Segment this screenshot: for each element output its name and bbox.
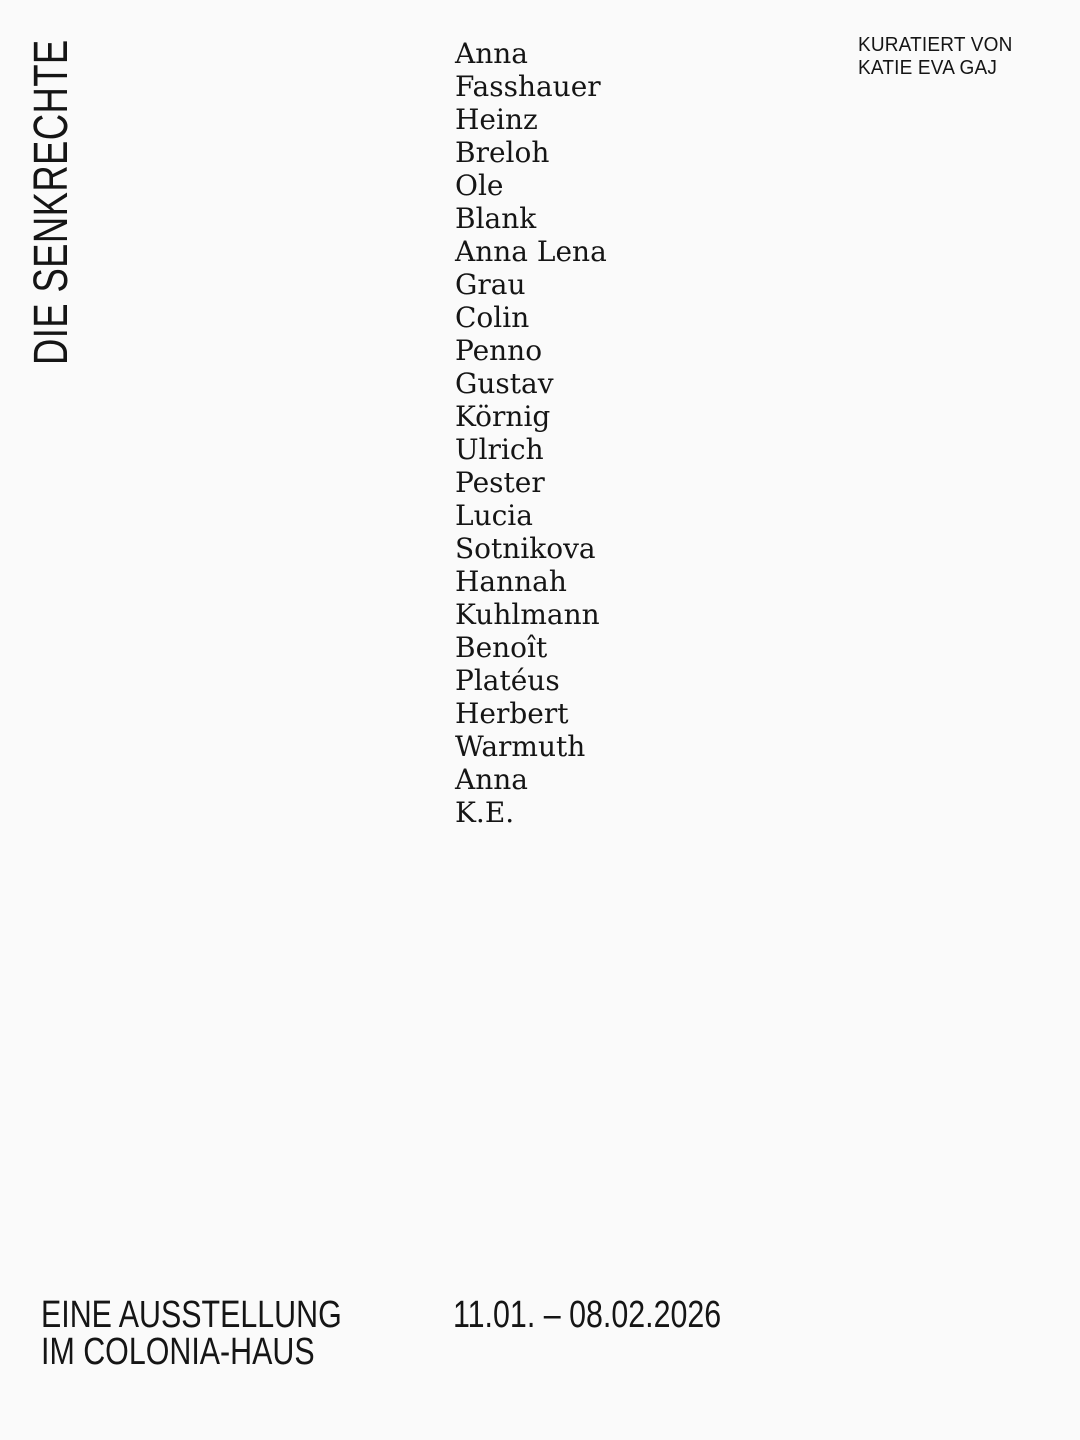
artist-name-line: Grau [455,268,526,301]
artist-name-line: Platéus [455,664,560,697]
artist-name-line: Colin [455,301,530,334]
exhibition-dates: 11.01. – 08.02.2026 [453,1294,722,1336]
venue-line-2: IM COLONIA-HAUS [41,1331,315,1373]
artist-name-line: Ole [455,169,504,202]
exhibition-title-vertical: DIE SENKRECHTE [25,39,78,365]
artist-name-line: Anna Lena [455,235,607,268]
artist-name-line: Kuhlmann [455,598,600,631]
curator-credit [858,34,1013,80]
artist-name-line: Anna [455,763,528,796]
venue-line-1: EINE AUSSTELLUNG [41,1294,342,1336]
curator-credit-label: KURATIERT VON [858,34,1013,56]
artist-name-line: Benoît [455,631,548,664]
artist-name-line: Sotnikova [455,532,596,565]
artist-name-line: Gustav [455,367,554,400]
artist-name-line: Körnig [455,400,551,433]
artist-list [455,37,607,829]
artist-name-line: Anna [455,37,528,70]
artist-name-line: Lucia [455,499,533,532]
curator-name: KATIE EVA GAJ [858,57,998,79]
artist-name-line: Pester [455,466,545,499]
artist-name-line: Ulrich [455,433,544,466]
artist-name-line: K.E. [455,796,515,829]
artist-name-line: Herbert [455,697,569,730]
artist-name-line: Hannah [455,565,567,598]
artist-name-line: Fasshauer [455,70,601,103]
artist-name-line: Heinz [455,103,538,136]
artist-name-line: Warmuth [455,730,586,763]
venue-text [41,1294,342,1373]
artist-name-line: Blank [455,202,537,235]
artist-name-line: Breloh [455,136,550,169]
artist-name-line: Penno [455,334,543,367]
